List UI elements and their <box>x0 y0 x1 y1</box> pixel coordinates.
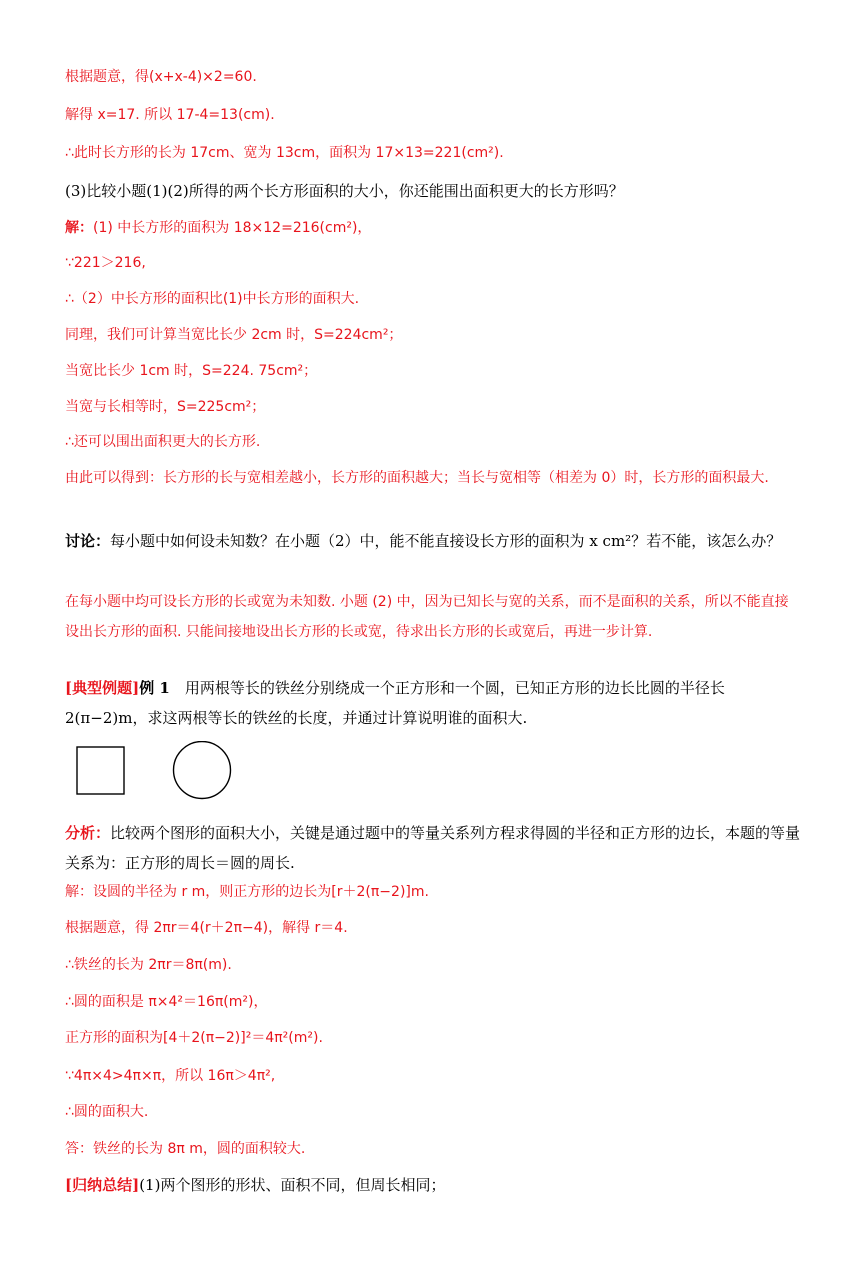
question-line: (3)比较小题(1)(2)所得的两个长方形面积的大小，你还能围出面积更大的长方形吗？ <box>65 182 624 200</box>
text-line: ∴铁丝的长为 2πr＝8π(m). <box>65 957 232 973</box>
solution-label: 解： <box>65 220 93 236</box>
text-line: 当宽与长相等时，S=225cm²； <box>65 399 266 415</box>
discussion-text: 每小题中如何设未知数？在小题（2）中，能不能直接设长方形的面积为 x cm²？若不能，该怎么办？ <box>110 532 782 550</box>
text-line: ∴还可以围出面积更大的长方形. <box>65 434 261 450</box>
example-tag: [典型例题] <box>65 679 140 697</box>
text-line: 根据题意，得 2πr＝4(r＋2π−4)，解得 r＝4. <box>65 920 348 936</box>
conclusion-paragraph: 由此可以得到：长方形的长与宽相差越小，长方形的面积越大；当长与宽相等（相差为 0）时，长方形的面积最大. <box>65 470 769 486</box>
example-text: 用两根等长的铁丝分别绕成一个正方形和一个圆，已知正方形的边长比圆的半径长 2(π−2)m，求这两根等长的铁丝的长度，并通过计算说明谁的面积大. <box>65 679 725 727</box>
figure-square-circle <box>76 741 246 801</box>
text-line: 答：铁丝的长为 8π m，圆的面积较大. <box>65 1141 306 1157</box>
analysis-label: 分析： <box>65 824 111 842</box>
analysis-text: 比较两个图形的面积大小，关键是通过题中的等量关系列方程求得圆的半径和正方形的边长，本题的等量关系为：正方形的周长＝圆的周长. <box>65 824 801 872</box>
example-label: 例 1 <box>139 679 170 697</box>
solution-line <box>65 218 802 238</box>
text-line: ∴（2）中长方形的面积比(1)中长方形的面积大. <box>65 291 360 307</box>
text-line: 解得 x=17. 所以 17-4=13(cm). <box>65 107 275 123</box>
text-line: 正方形的面积为[4＋2(π−2)]²＝4π²(m²). <box>65 1030 323 1046</box>
text-line: ∴此时长方形的长为 17cm、宽为 13cm，面积为 17×13=221(cm²). <box>65 145 504 161</box>
text-line: 当宽比长少 1cm 时，S=224. 75cm²； <box>65 363 318 379</box>
example-paragraph <box>65 673 802 733</box>
text-line: ∵221＞216, <box>65 255 146 271</box>
summary-tag: [归纳总结] <box>65 1176 140 1194</box>
text-line: 同理，我们可计算当宽比长少 2cm 时，S=224cm²； <box>65 327 403 343</box>
text-line: ∴圆的面积大. <box>65 1104 149 1120</box>
text-line: 根据题意，得(x+x-4)×2=60. <box>65 69 257 85</box>
analysis-paragraph <box>65 818 802 878</box>
circle-shape <box>174 742 231 799</box>
discussion-answer: 在每小题中均可设长方形的长或宽为未知数. 小题 (2) 中，因为已知长与宽的关系，而不是面积的关系，所以不能直接设出长方形的面积. 只能间接地设出长方形的长或宽，待求出长方形的长或宽后，再进一步计算. <box>65 594 789 640</box>
solution-text: (1) 中长方形的面积为 18×12=216(cm²)， <box>93 220 372 236</box>
summary-line <box>65 1175 802 1195</box>
square-shape <box>77 747 124 794</box>
summary-text: (1)两个图形的形状、面积不同，但周长相同； <box>139 1176 446 1194</box>
text-line: ∵4π×4>4π×π，所以 16π＞4π², <box>65 1068 276 1084</box>
text-line: 解：设圆的半径为 r m，则正方形的边长为[r＋2(π−2)]m. <box>65 884 429 900</box>
discussion-label: 讨论： <box>65 532 111 550</box>
text-line: ∴圆的面积是 π×4²＝16π(m²)， <box>65 994 268 1010</box>
discussion-paragraph <box>65 526 802 556</box>
